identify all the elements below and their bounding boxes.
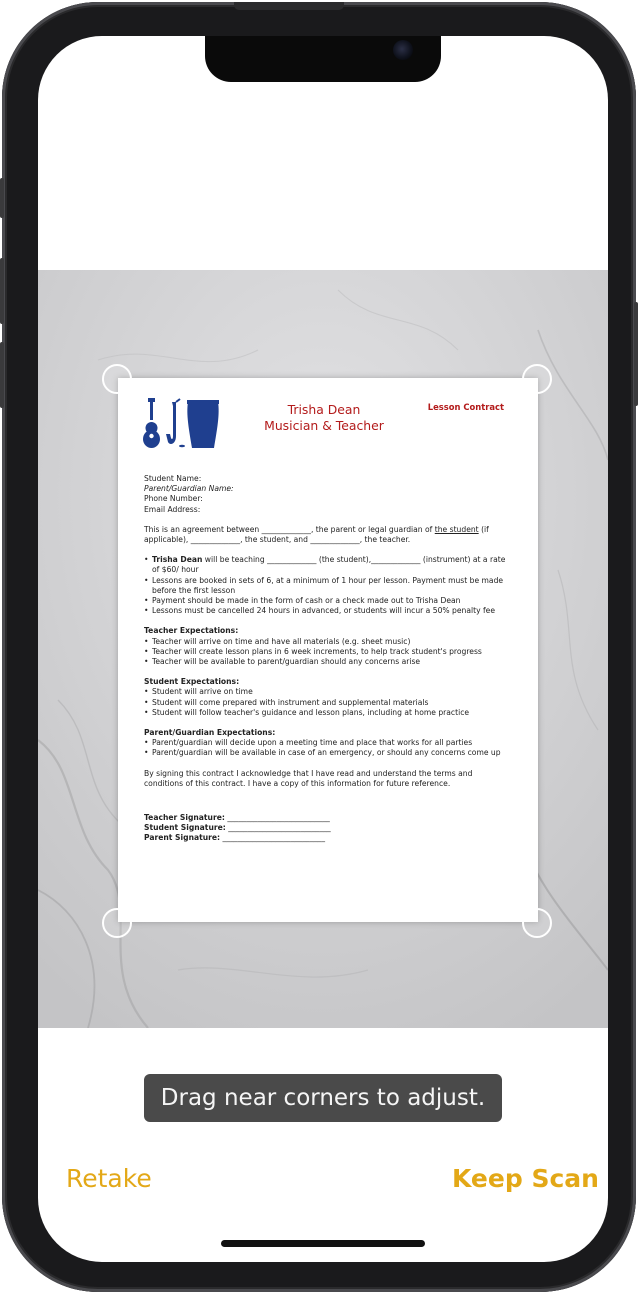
list-item: • Teacher will be available to parent/guardian should any concerns arise: [144, 657, 506, 667]
instruments-logo-icon: [142, 398, 226, 450]
student-signature-line: Student Signature: ___________________________: [144, 823, 331, 833]
field-student-name: Student Name:: [144, 474, 202, 483]
corner-handle-bottom-left[interactable]: [102, 908, 132, 938]
keep-scan-button[interactable]: Keep Scan: [452, 1164, 599, 1193]
phone-frame: [2, 2, 636, 1292]
corner-handle-bottom-right[interactable]: [522, 908, 552, 938]
teacher-signature-line: Teacher Signature: ___________________________: [144, 813, 330, 823]
student-expectations-list: [144, 687, 506, 718]
retake-button[interactable]: Retake: [66, 1164, 152, 1193]
parent-expectations-heading: Parent/Guardian Expectations:: [144, 728, 276, 738]
parent-expectations-list: [144, 738, 506, 758]
teacher-expectations-list: [144, 637, 506, 668]
list-item: • Lessons must be cancelled 24 hours in advanced, or students will incur a 50% penalty fee: [144, 606, 506, 616]
volume-up-button: [0, 258, 4, 324]
field-phone: Phone Number:: [144, 494, 203, 504]
list-item: • Student will arrive on time: [144, 687, 506, 697]
camera-icon: [393, 40, 413, 60]
speaker-grille: [234, 2, 344, 10]
teacher-title: Musician & Teacher: [264, 418, 384, 433]
student-expectations-heading: Student Expectations:: [144, 677, 240, 687]
adjust-hint: Drag near corners to adjust.: [144, 1074, 502, 1122]
list-item: • Payment should be made in the form of cash or a check made out to Trisha Dean: [144, 596, 506, 606]
volume-down-button: [0, 342, 4, 408]
teacher-expectations-heading: Teacher Expectations:: [144, 626, 239, 636]
list-item: • Student will come prepared with instrument and supplemental materials: [144, 698, 506, 708]
notch: [205, 36, 441, 82]
corner-handle-top-left[interactable]: [102, 364, 132, 394]
scan-preview: [38, 270, 608, 1028]
list-item: • Parent/guardian will decide upon a meeting time and place that works for all parties: [144, 738, 506, 748]
power-button: [634, 302, 638, 406]
list-item: • Parent/guardian will be available in case of an emergency, or should any concerns come up: [144, 748, 506, 758]
mute-switch: [0, 178, 4, 218]
field-email: Email Address:: [144, 504, 201, 514]
list-item: • Teacher will arrive on time and have all materials (e.g. sheet music): [144, 637, 506, 647]
list-item: • Trisha Dean will be teaching _____________ (the student),_____________ (instrument) at a rate of $60/ hour: [144, 555, 506, 575]
scanned-document: [118, 378, 538, 922]
terms-list: [144, 555, 506, 616]
closing-paragraph: By signing this contract I acknowledge that I have read and understand the terms and conditions of this contract. I have a copy of this information for future reference.: [144, 768, 473, 788]
list-item: • Teacher will create lesson plans in 6 week increments, to help track student's progress: [144, 647, 506, 657]
document-body: [144, 474, 506, 844]
letterhead: [238, 402, 410, 434]
agreement-paragraph: This is an agreement between _____________, the parent or legal guardian of the student (if applicable), _____________, the student, and _____________, the teacher.: [144, 524, 489, 545]
teacher-name: Trisha Dean: [287, 402, 361, 417]
list-item: • Student will follow teacher's guidance and lesson plans, including at home practice: [144, 708, 506, 718]
screen: [38, 36, 608, 1262]
list-item: • Lessons are booked in sets of 6, at a minimum of 1 hour per lesson. Payment must be made before the first lesson: [144, 576, 506, 596]
home-indicator[interactable]: [221, 1240, 425, 1247]
corner-handle-top-right[interactable]: [522, 364, 552, 394]
contract-label: Lesson Contract: [427, 402, 504, 412]
field-parent-name: Parent/Guardian Name:: [144, 484, 234, 494]
parent-signature-line: Parent Signature: ___________________________: [144, 833, 326, 843]
